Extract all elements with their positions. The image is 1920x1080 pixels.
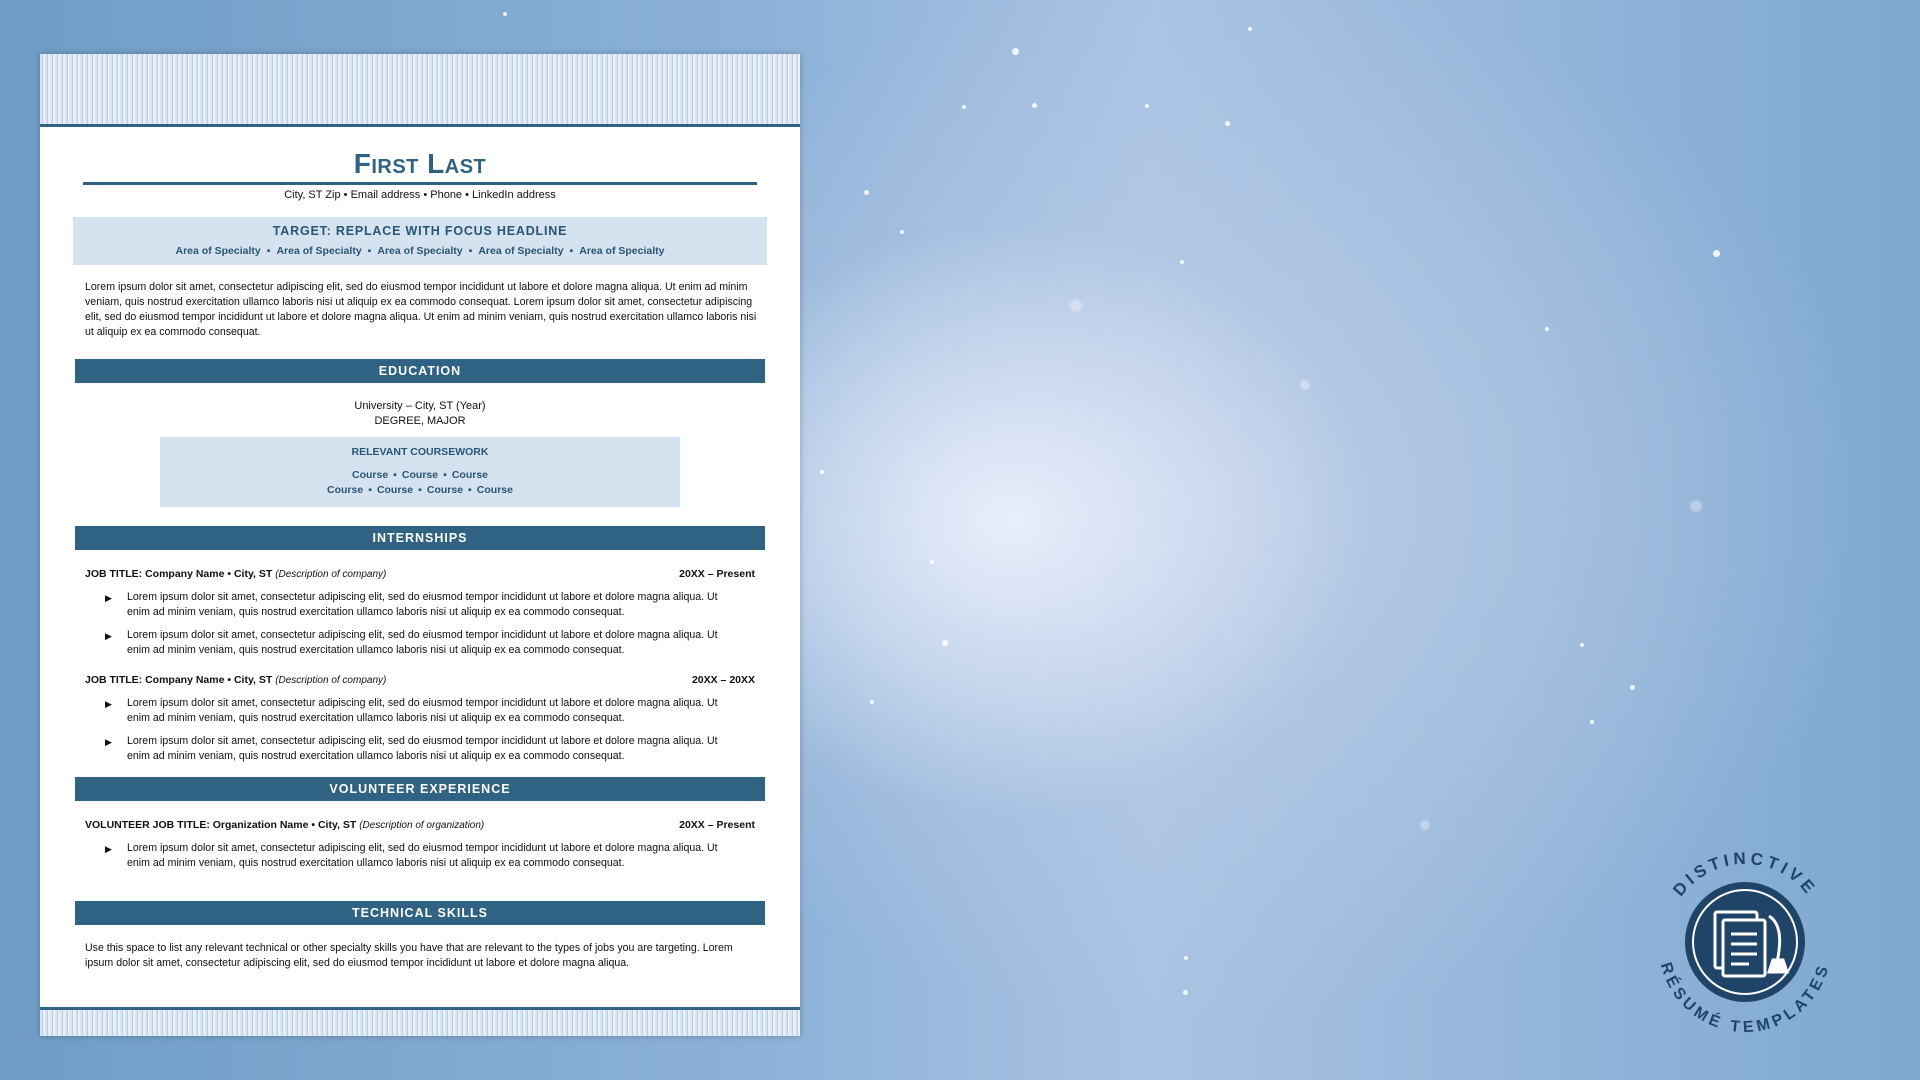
logo-top-text: DISTINCTIVE xyxy=(1669,848,1821,900)
course-item: Course xyxy=(327,484,364,496)
education-school: University – City, ST (Year) xyxy=(354,400,486,412)
volunteer-header xyxy=(85,819,755,831)
coursework-title: RELEVANT COURSEWORK xyxy=(351,446,489,458)
bullet-arrow-icon: ▶ xyxy=(105,699,112,709)
summary-paragraph: Lorem ipsum dolor sit amet, consectetur adipiscing elit, sed do eiusmod tempor incididunt ut labore et dolore magna aliqua. Ut enim ad minim veniam, quis nostrud exercitation ullamco laboris nisi ut aliquip ex ea commodo consequat. Lorem ipsum dolor sit amet, consectetur adipiscing elit, sed do eiusmod tempor incididunt ut labore et dolore magna aliqua. Ut enim ad minim veniam, quis nostrud exercitation ullamco laboris nisi ut aliquip ex ea commodo consequat. xyxy=(85,281,757,338)
education-heading: EDUCATION xyxy=(75,359,765,383)
distinctive-resume-templates-logo xyxy=(1645,842,1845,1042)
job-description: (Description of company) xyxy=(275,569,387,580)
target-box xyxy=(73,217,767,265)
specialty-area: Area of Specialty xyxy=(276,245,362,257)
bullet-arrow-icon: ▶ xyxy=(105,844,112,854)
footer-stripe xyxy=(40,1007,800,1036)
job-header xyxy=(85,568,755,580)
specialty-area: Area of Specialty xyxy=(579,245,665,257)
resume-page: First Last City, ST Zip • Email address • Phone • LinkedIn address TARGET: REPLACE WITH FOCUS HEADLINE Area of Specialty ▪ Area of Specialty ▪ Area of Specialty ▪ Area of Specialty ▪ Area of Specialty Lorem ipsum dolor sit amet, consectetur adipiscing elit, sed do eiusmod tempor incididunt ut labore et dolore magna aliqua. Ut enim ad minim veniam, quis nostrud exercitation ullamco laboris nisi ut aliquip ex ea commodo consequat. Lorem ipsum dolor sit amet, consectetur adipiscing elit, sed do eiusmod tempor incididunt ut labore et dolore magna aliqua. Ut enim ad minim veniam, quis nostrud exercitation ullamco laboris nisi ut aliquip ex ea commodo consequat. EDUCATION University – City, ST (Year) DEGREE, MAJOR RELEVANT COURSEWORK Course ▪ Course ▪ Course Course ▪ Course ▪ Course ▪ Course INTERNSHIPS JOB TITLE: Company Name • City, ST (Description of company) 20XX – Present ▶ Lorem ipsum dolor sit amet, consectetur adipiscing elit, sed do eiusmod tempor incididunt ut labore et dolore magna aliqua. Ut enim ad minim veniam, quis nostrud exercitation ullamco laboris nisi ut aliquip ex ea commodo consequat. ▶ Lorem ipsum dolor sit amet, consectetur adipiscing elit, sed do eiusmod tempor incididunt ut labore et dolore magna aliqua. Ut enim ad minim veniam, quis nostrud exercitation ullamco laboris nisi ut aliquip ex ea commodo consequat. JOB TITLE: Company Name • City, ST (Description of company) 20XX – 20XX ▶ Lorem ipsum dolor sit amet, consectetur adipiscing elit, sed do eiusmod tempor incididunt ut labore et dolore magna aliqua. Ut enim ad minim veniam, quis nostrud exercitation ullamco laboris nisi ut aliquip ex ea commodo consequat. ▶ Lorem ipsum dolor sit amet, consectetur adipiscing elit, sed do eiusmod tempor incididunt ut labore et dolore magna aliqua. Ut enim ad minim veniam, quis nostrud exercitation ullamco laboris nisi ut aliquip ex ea commodo consequat. VOLUNTEER EXPERIENCE VOLUNTEER JOB TITLE: Organization Name • City, ST (Description of organization) 20XX – Present ▶ Lorem ipsum dolor sit amet, consectetur adipiscing elit, sed do eiusmod tempor incididunt ut labore et dolore magna aliqua. Ut enim ad minim veniam, quis nostrud exercitation ullamco laboris nisi ut aliquip ex ea commodo consequat. TECHNICAL SKILLS Use this space to list any relevant technical or other specialty skills you have that are relevant to the types of jobs you are targeting. Lorem ipsum dolor sit amet, consectetur adipiscing elit, sed do eiusmod tempor incididunt ut labore et dolore magna aliqua. xyxy=(40,54,800,1036)
specialty-area: Area of Specialty xyxy=(478,245,564,257)
skills-heading: TECHNICAL SKILLS xyxy=(75,901,765,925)
bullet-arrow-icon: ▶ xyxy=(105,737,112,747)
course-item: Course xyxy=(426,484,464,496)
specialty-areas: Area of Specialty ▪ Area of Specialty ▪ Area of Specialty ▪ Area of Specialty ▪ Area of Specialty xyxy=(175,245,665,257)
volunteer-title: VOLUNTEER JOB TITLE: Organization Name • City, ST xyxy=(85,819,357,831)
bullet-arrow-icon: ▶ xyxy=(105,631,112,641)
job-dates: 20XX – 20XX xyxy=(691,674,755,686)
volunteer-heading: VOLUNTEER EXPERIENCE xyxy=(75,777,765,801)
bullet-arrow-icon: ▶ xyxy=(105,593,112,603)
contact-line: City, ST Zip • Email address • Phone • LinkedIn address xyxy=(284,189,556,201)
job-description: (Description of company) xyxy=(275,675,387,686)
volunteer-description: (Description of organization) xyxy=(359,820,485,831)
job-title: JOB TITLE: Company Name • City, ST xyxy=(85,568,273,580)
coursework-box xyxy=(160,437,680,507)
header-stripe xyxy=(40,54,800,127)
course-item: Course xyxy=(351,469,389,481)
resume-name: First Last xyxy=(353,148,487,179)
course-item: Course xyxy=(401,469,439,481)
course-item: Course xyxy=(476,484,513,496)
specialty-area: Area of Specialty xyxy=(377,245,463,257)
target-headline: TARGET: REPLACE WITH FOCUS HEADLINE xyxy=(272,224,568,238)
logo-bottom-text: RÉSUMÉ TEMPLATES xyxy=(1656,960,1834,1037)
job-dates: 20XX – Present xyxy=(679,568,755,580)
job-title: JOB TITLE: Company Name • City, ST xyxy=(85,674,273,686)
course-item: Course xyxy=(451,469,489,481)
volunteer-dates: 20XX – Present xyxy=(679,819,755,831)
course-item: Course xyxy=(376,484,414,496)
specialty-area: Area of Specialty xyxy=(175,245,261,257)
job-header xyxy=(85,674,755,686)
coursework-row: Course ▪ Course ▪ Course ▪ Course xyxy=(327,484,513,496)
name-divider xyxy=(83,182,757,185)
skills-paragraph: Use this space to list any relevant technical or other specialty skills you have that are relevant to the types of jobs you are targeting. Lorem ipsum dolor sit amet, consectetur adipiscing elit, sed do eiusmod tempor incididunt ut labore et dolore magna aliqua. xyxy=(85,942,733,969)
education-degree: DEGREE, MAJOR xyxy=(374,415,466,427)
coursework-row: Course ▪ Course ▪ Course xyxy=(351,469,489,481)
internships-heading: INTERNSHIPS xyxy=(75,526,765,550)
